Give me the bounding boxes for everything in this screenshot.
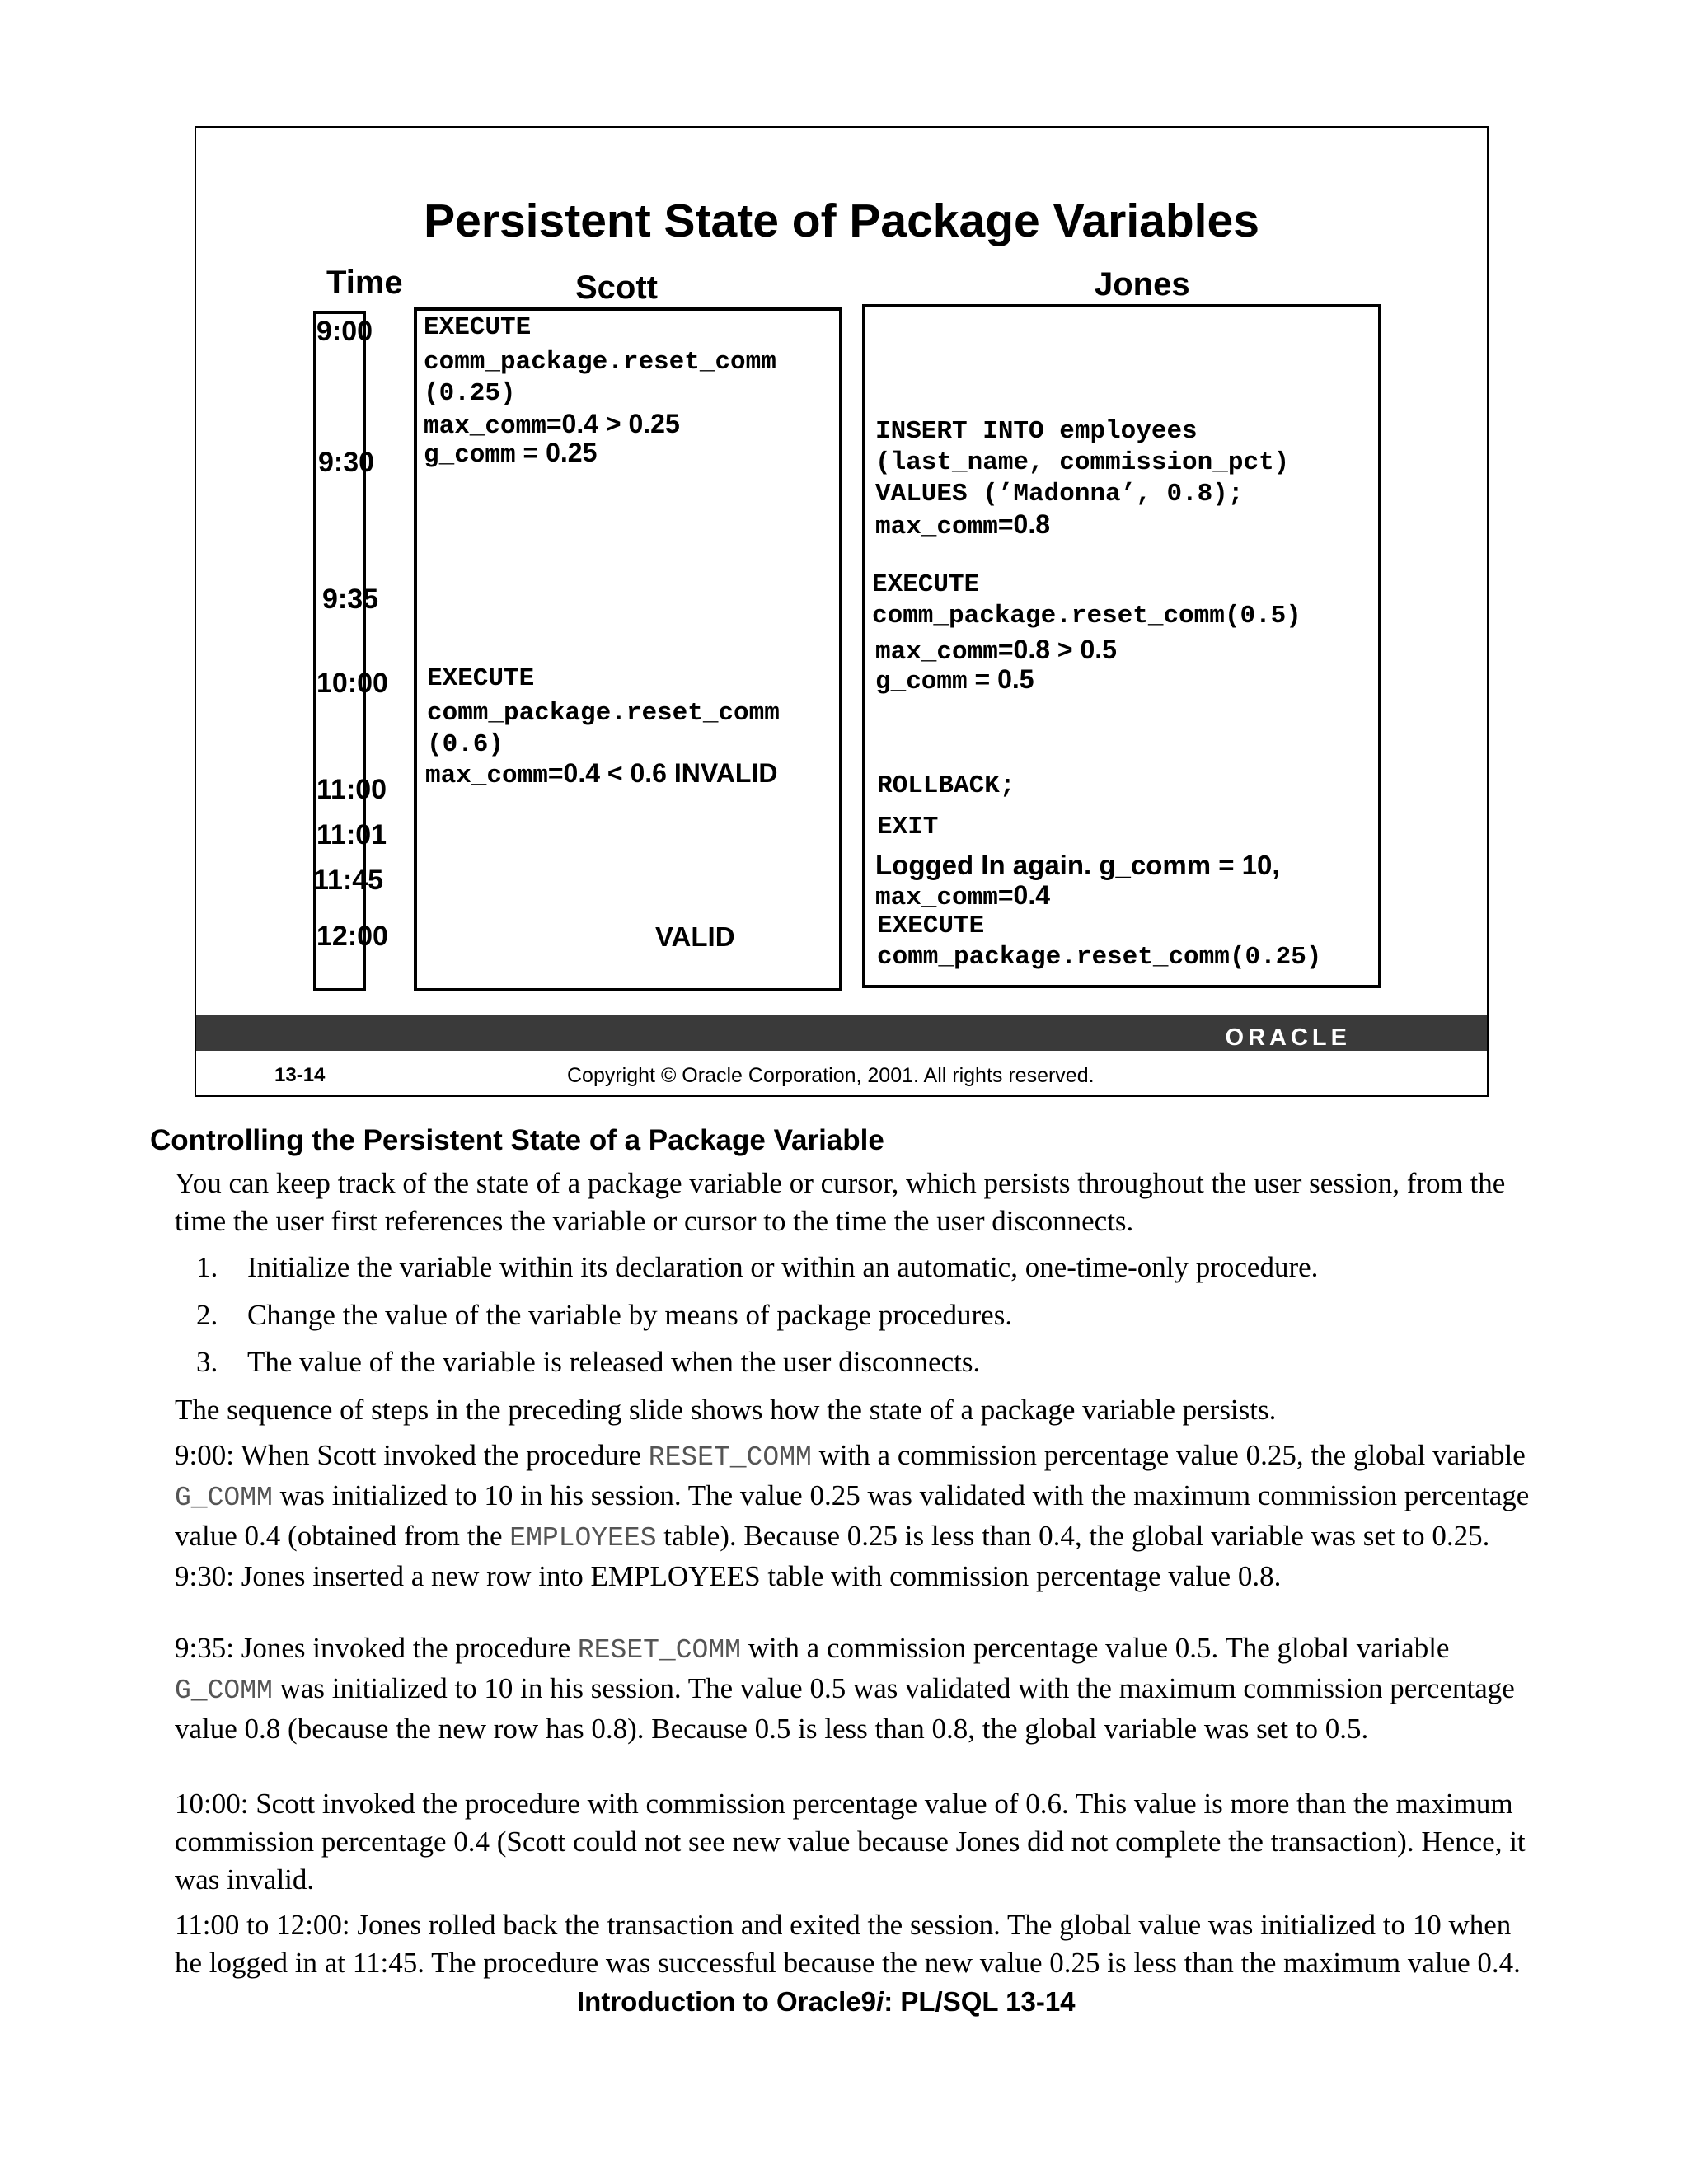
- notes-sequence: The sequence of steps in the preceding slide shows how the state of a package variable persists.: [175, 1394, 1277, 1426]
- page-footer: Introduction to Oracle9i: PL/SQL 13-14: [577, 1986, 1076, 2017]
- copyright: Copyright © Oracle Corporation, 2001. All rights reserved.: [567, 1064, 1095, 1087]
- notes-heading: Controlling the Persistent State of a Package Variable: [150, 1124, 884, 1156]
- jones-execute-2: EXECUTE comm_package.reset_comm(0.25): [877, 912, 1322, 972]
- time-label: 9:00: [316, 316, 373, 347]
- scott-g-comm-1: g_comm = 0.25: [424, 438, 598, 470]
- time-label: 9:35: [322, 583, 379, 615]
- jones-insert: INSERT INTO employees (last_name, commission_pct) VALUES (’Madonna’, 0.8);: [875, 417, 1290, 509]
- scott-execute-2: EXECUTE comm_package.reset_comm (0.6): [427, 664, 780, 759]
- slide-frame: [195, 126, 1489, 1097]
- list-item: 2. Change the value of the variable by means of package procedures.: [196, 1299, 1013, 1331]
- time-label: 10:00: [316, 668, 388, 699]
- scott-max-comm-2: max_comm=0.4 < 0.6 INVALID: [425, 758, 778, 790]
- list-item: 1. Initialize the variable within its declaration or within an automatic, one-time-only procedure.: [196, 1251, 1319, 1283]
- jones-max-comm-3: max_comm=0.4: [875, 880, 1050, 912]
- jones-logged-in: Logged In again. g_comm = 10,: [875, 850, 1280, 880]
- jones-g-comm-1: g_comm = 0.5: [875, 664, 1034, 696]
- jones-max-comm-2: max_comm=0.8 > 0.5: [875, 635, 1117, 667]
- time-label: 11:45: [313, 865, 384, 896]
- time-label: 12:00: [316, 921, 388, 952]
- time-header: Time: [326, 265, 403, 301]
- jones-execute-1: EXECUTE comm_package.reset_comm(0.5): [872, 570, 1301, 630]
- time-label: 11:01: [316, 819, 387, 851]
- scott-valid: VALID: [655, 921, 735, 952]
- jones-header: Jones: [1095, 266, 1190, 302]
- time-label: 11:00: [316, 774, 387, 805]
- notes-paragraph-935: 9:35: Jones invoked the procedure RESET_COMM with a commission percentage value 0.5. The global variable G_COMM was initialized to 10 in his session. The value 0.5 was validated with the maximum commission percentage value 0.8 (because the new row has 0.8). Because 0.5 is less than 0.8, the global variable was set to 0.5.: [175, 1632, 1515, 1745]
- list-item: 3. The value of the variable is released when the user disconnects.: [196, 1346, 981, 1378]
- notes-paragraph-1100: 11:00 to 12:00: Jones rolled back the transaction and exited the session. The global value was initialized to 10 when he logged in at 11:45. The procedure was successful because the new value 0.25 is less than the maximum value 0.4.: [175, 1909, 1521, 1979]
- slide-number: 13-14: [274, 1064, 326, 1086]
- slide-title: Persistent State of Package Variables: [424, 194, 1259, 247]
- jones-max-comm-1: max_comm=0.8: [875, 509, 1050, 541]
- jones-exit: EXIT: [877, 813, 939, 841]
- scott-header: Scott: [575, 269, 658, 306]
- notes-paragraph-900: 9:00: When Scott invoked the procedure RESET_COMM with a commission percentage value 0.25, the global variable G_COMM was initialized to 10 in his session. The value 0.25 was validated with the maximum commission percentage value 0.4 (obtained from the EMPLOYEES table). Because 0.25 is less than 0.4, the global variable was set to 0.25. 9:30: Jones inserted a new row into EMPLOYEES table with commission percentage value 0.8.: [175, 1439, 1530, 1592]
- jones-rollback: ROLLBACK;: [877, 771, 1015, 800]
- time-label: 9:30: [318, 447, 375, 478]
- scott-max-comm-1: max_comm=0.4 > 0.25: [424, 409, 680, 441]
- notes-paragraph-1000: 10:00: Scott invoked the procedure with commission percentage value of 0.6. This value is more than the maximum commission percentage 0.4 (Scott could not see new value because Jones did not complete the transaction). Hence, it was invalid.: [175, 1788, 1526, 1896]
- oracle-logo: ORACLE: [1225, 1024, 1351, 1051]
- notes-intro: You can keep track of the state of a package variable or cursor, which persists throughout the user session, from the time the user first references the variable or cursor to the time the user disconnects.: [175, 1167, 1506, 1237]
- scott-execute-1: EXECUTE comm_package.reset_comm (0.25): [424, 313, 776, 408]
